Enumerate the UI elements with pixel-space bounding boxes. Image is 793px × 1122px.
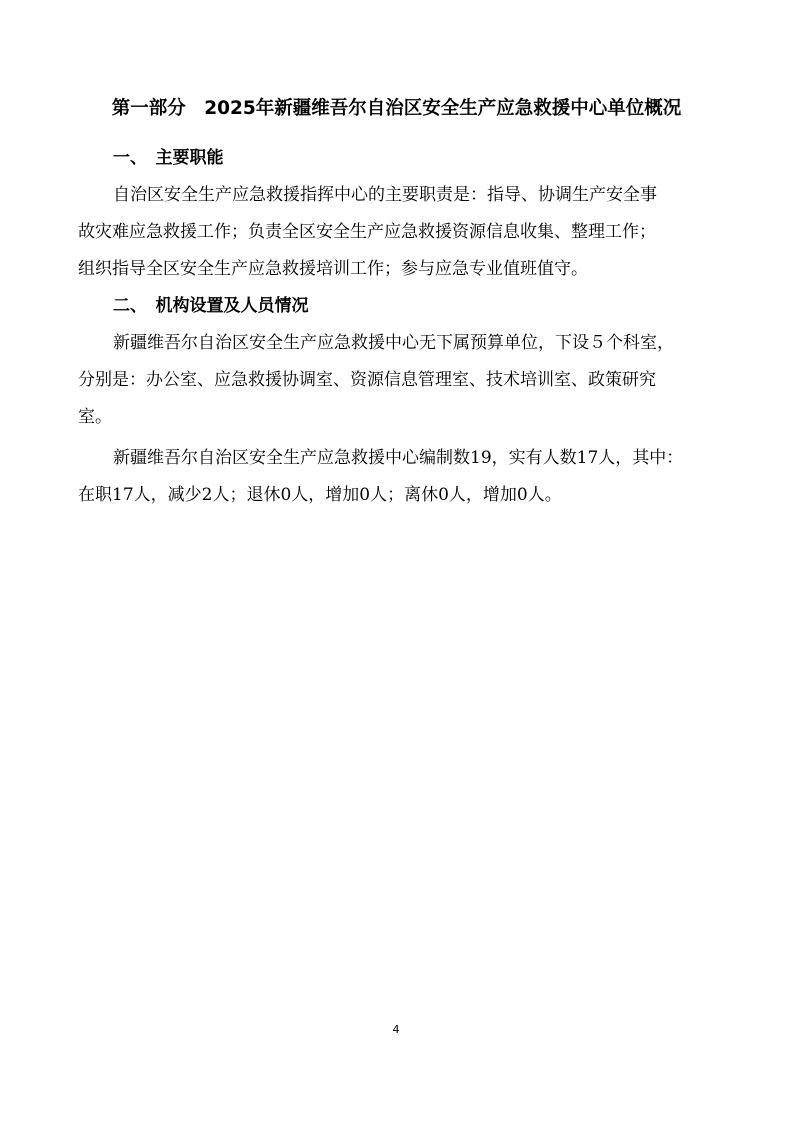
- section-heading-organization: 二、 机构设置及人员情况: [113, 296, 309, 316]
- paragraph-line: 分别是：办公室、应急救援协调室、资源信息管理室、技术培训室、政策研究: [78, 370, 656, 390]
- paragraph-line: 自治区安全生产应急救援指挥中心的主要职责是：指导、协调生产安全事: [113, 185, 657, 205]
- paragraph-line: 组织指导全区安全生产应急救援培训工作；参与应急专业值班值守。: [78, 259, 588, 279]
- section-heading-main-functions: 一、 主要职能: [113, 148, 224, 168]
- paragraph-line: 故灾难应急救援工作；负责全区安全生产应急救援资源信息收集、整理工作；: [78, 222, 656, 242]
- paragraph-line: 新疆维吾尔自治区安全生产应急救援中心无下属预算单位，下设５个科室，: [113, 333, 674, 353]
- paragraph-line: 在职17人，减少2人；退休0人，增加0人；离休0人，增加0人。: [78, 485, 562, 505]
- page-title: 第一部分 2025年新疆维吾尔自治区安全生产应急救援中心单位概况: [111, 98, 682, 119]
- paragraph-line: 新疆维吾尔自治区安全生产应急救援中心编制数19，实有人数17人，其中：: [113, 448, 684, 468]
- page-number: 4: [392, 1023, 400, 1036]
- paragraph-line: 室。: [78, 407, 112, 427]
